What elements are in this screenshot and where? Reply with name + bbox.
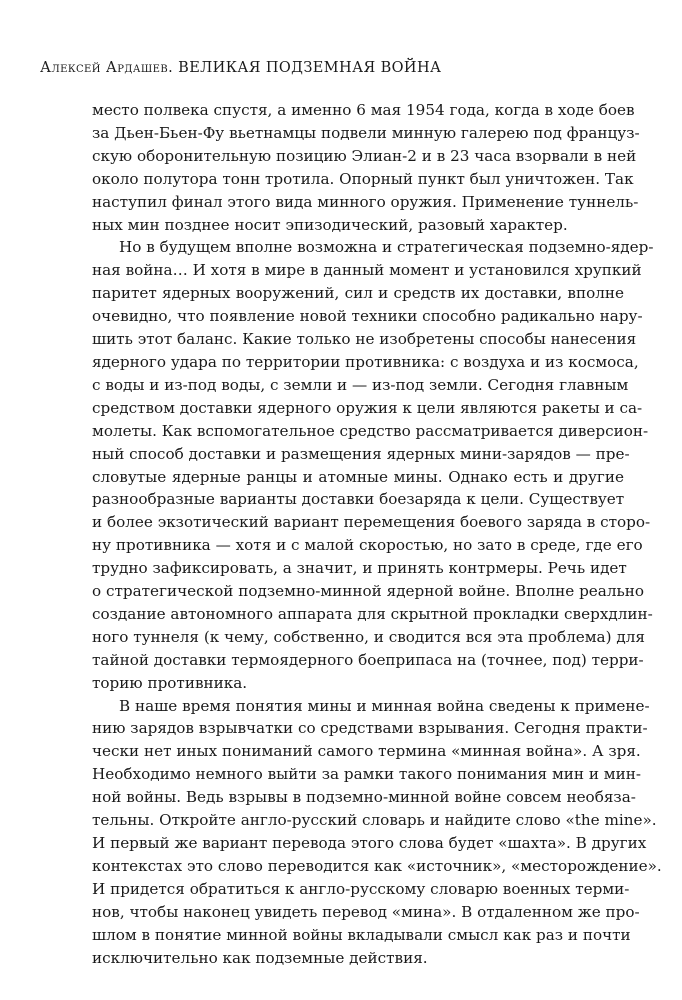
text-line: молеты. Как вспомогательное средство рассматривается диверсион- [92,421,649,440]
text-line: нов, чтобы наконец увидеть перевод «мина». В отдаленном же про- [92,902,640,921]
text-line: тельны. Откройте англо-русский словарь и найдите слово «the mine». [92,811,657,830]
text-line: трудно зафиксировать, а значит, и принять контрмеры. Речь идет [92,559,627,578]
text-line: И первый же вариант перевода этого слова будет «шахта». В других [92,834,647,852]
text-line: средством доставки ядерного оружия к цели являются ракеты и са- [92,398,643,417]
text-line: И придется обратиться к англо-русскому словарю военных терми- [92,879,630,898]
body-text [92,99,662,969]
text-line: тайной доставки термоядерного боеприпаса на (точнее, под) терри- [92,650,644,669]
text-line: шлом в понятие минной войны вкладывали смысл как раз и почти [92,925,631,944]
text-line: место полвека спустя, а именно 6 мая 1954 года, когда в ходе боев [92,101,635,119]
running-header: Алексей Ардашев. ВЕЛИКАЯ ПОДЗЕМНАЯ ВОЙНА [40,60,442,76]
text-line: чески нет иных пониманий самого термина «минная война». А зря. [92,742,641,761]
text-line: за Дьен-Бьен-Фу вьетнамцы подвели минную галерею под француз- [92,123,640,142]
text-line: ну противника — хотя и с малой скоростью, но зато в среде, где его [92,536,643,555]
text-line: скую оборонительную позицию Элиан-2 и в 23 часа взорвали в ней [92,146,637,165]
text-line: создание автономного аппарата для скрытной прокладки сверхдлин- [92,604,653,623]
text-line: и более экзотический вариант перемещения боевого заряда в сторо- [92,513,651,532]
paragraph [92,236,654,694]
text-line: ядерного удара по территории противника: с воздуха и из космоса, [92,352,639,371]
text-line: около полутора тонн тротила. Опорный пункт был уничтожен. Так [92,169,634,188]
text-line: очевидно, что появление новой техники способно радикально нару- [92,307,643,326]
text-line: нию зарядов взрывчатки со средствами взрывания. Сегодня практи- [92,719,648,738]
text-line: торию противника. [92,673,248,692]
text-line: В наше время понятия мины и минная война сведены к примене- [119,696,650,715]
text-line: словутые ядерные ранцы и атомные мины. Однако есть и другие [92,467,624,486]
text-line: с воды и из-под воды, с земли и — из-под земли. Сегодня главным [92,375,629,394]
text-line: шить этот баланс. Какие только не изобретены способы нанесения [92,330,637,349]
text-line: ной войны. Ведь взрывы в подземно-минной войне совсем необяза- [92,788,636,807]
text-line: Необходимо немного выйти за рамки такого понимания мин и мин- [92,765,641,784]
text-line: паритет ядерных вооружений, сил и средств их доставки, вполне [92,284,624,303]
text-line: ных мин позднее носит эпизодический, разовый характер. [92,215,568,234]
text-line: Но в будущем вполне возможна и стратегическая подземно-ядер- [119,238,654,257]
paragraph [92,99,640,236]
text-line: ного туннеля (к чему, собственно, и сводится вся эта проблема) для [92,627,645,646]
text-line: ный способ доставки и размещения ядерных мини-зарядов — пре- [92,444,630,463]
text-line: контекстах это слово переводится как «источник», «месторождение». [92,856,662,875]
text-line: исключительно как подземные действия. [92,948,428,967]
text-line: наступил финал этого вида минного оружия. Применение туннель- [92,192,639,211]
text-line: о стратегической подземно-минной ядерной войне. Вполне реально [92,582,645,601]
text-line: разнообразные варианты доставки боезаряда к цели. Существует [92,490,625,509]
paragraph [92,695,662,970]
text-line: ная война… И хотя в мире в данный момент и установился хрупкий [92,261,642,280]
